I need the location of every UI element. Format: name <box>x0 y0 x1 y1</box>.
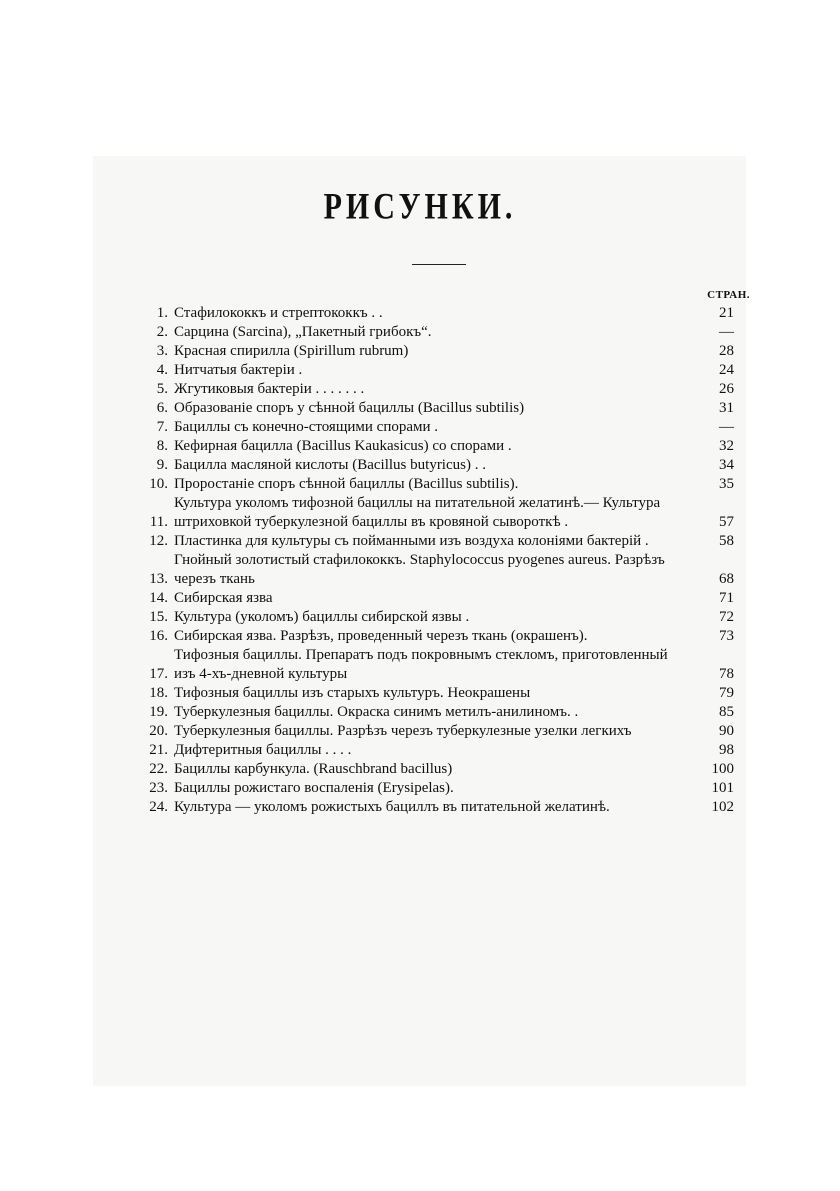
figure-entry <box>130 551 740 589</box>
figure-description: Бациллы карбункула. (Rauschbrand bacillus) <box>174 761 453 777</box>
figure-page-number: — <box>719 324 734 340</box>
figure-description: Сибирская язва <box>174 590 273 606</box>
figure-number: 21. <box>149 742 168 758</box>
figure-number: 18. <box>149 685 168 701</box>
figure-number: 11. <box>149 514 168 530</box>
figure-description: Дифтеритныя бациллы . . . . <box>174 742 352 758</box>
figure-description: Гнойный золотистый стафилококкъ. Staphylococcus pyogenes aureus. Разрѣзъ черезъ ткань <box>174 552 665 587</box>
figure-description: Тифозныя бациллы изъ старыхъ культуръ. Неокрашены <box>174 685 531 701</box>
figure-entry <box>130 627 740 646</box>
figure-number: 19. <box>149 704 168 720</box>
figure-number: 13. <box>149 571 168 587</box>
figure-page-number: 31 <box>719 400 734 416</box>
figure-number: 16. <box>149 628 168 644</box>
figure-description: Культура — уколомъ рожистыхъ бациллъ въ питательной желатинѣ. <box>174 799 610 815</box>
figure-page-number: 34 <box>719 457 734 473</box>
figure-description: Культура уколомъ тифозной бациллы на питательной желатинѣ.— Культура штриховкой туберкулезной бациллы въ кровяной сывороткѣ . <box>174 495 661 530</box>
figure-number: 20. <box>149 723 168 739</box>
figure-entry <box>130 399 740 418</box>
figure-description: Тифозныя бациллы. Препаратъ подъ покровнымъ стекломъ, приготовленный изъ 4-хъ-дневной культуры <box>174 647 668 682</box>
figure-number: 10. <box>149 476 168 492</box>
figure-entry <box>130 646 740 684</box>
figure-description: Бацилла масляной кислоты (Bacillus butyricus) . . <box>174 457 486 473</box>
figure-description: Культура (уколомъ) бациллы сибирской язвы . <box>174 609 470 625</box>
figure-page-number: 85 <box>719 704 734 720</box>
figure-number: 2. <box>156 324 168 340</box>
figure-number: 17. <box>149 666 168 682</box>
figure-entry <box>130 532 740 551</box>
figure-page-number: 26 <box>719 381 734 397</box>
figure-page-number: 57 <box>719 514 734 530</box>
figure-description: Сибирская язва. Разрѣзъ, проведенный черезъ ткань (окрашенъ). <box>174 628 588 644</box>
figure-page-number: 73 <box>719 628 734 644</box>
page-title: РИСУНКИ. <box>323 185 517 227</box>
figure-description: Стафилококкъ и стрептококкъ . . <box>174 305 383 321</box>
figure-number: 7. <box>156 419 168 435</box>
figure-page-number: 71 <box>719 590 734 606</box>
figure-entry <box>130 456 740 475</box>
figure-description: Нитчатыя бактеріи . <box>174 362 303 378</box>
figure-description: Бациллы рожистаго воспаленія (Erysipelas). <box>174 780 454 796</box>
figure-page-number: — <box>719 419 734 435</box>
figure-description: Туберкулезныя бациллы. Разрѣзъ черезъ туберкулезные узелки легкихъ <box>174 723 632 739</box>
figure-entry <box>130 323 740 342</box>
figure-entry <box>130 494 740 532</box>
figure-description: Проростаніе споръ сѣнной бациллы (Bacillus subtilis). <box>174 476 519 492</box>
figure-entry <box>130 722 740 741</box>
figure-page-number: 102 <box>711 799 734 815</box>
figure-entry <box>130 342 740 361</box>
figure-entry <box>130 361 740 380</box>
figure-number: 4. <box>156 362 168 378</box>
figure-description: Пластинка для культуры съ пойманными изъ воздуха колоніями бактерій . <box>174 533 649 549</box>
figure-entry <box>130 741 740 760</box>
figure-description: Красная спирилла (Spirillum rubrum) <box>174 343 409 359</box>
figure-description: Туберкулезныя бациллы. Окраска синимъ метилъ-анилиномъ. . <box>174 704 579 720</box>
figure-entry <box>130 684 740 703</box>
figure-page-number: 58 <box>719 533 734 549</box>
figure-page-number: 79 <box>719 685 734 701</box>
figure-entry <box>130 608 740 627</box>
figure-entry <box>130 798 740 817</box>
figure-page-number: 32 <box>719 438 734 454</box>
figure-page-number: 100 <box>711 761 734 777</box>
figure-entry <box>130 589 740 608</box>
figure-entry <box>130 418 740 437</box>
figure-page-number: 24 <box>719 362 734 378</box>
figure-entry <box>130 760 740 779</box>
figure-page-number: 35 <box>719 476 734 492</box>
figure-entry <box>130 475 740 494</box>
figure-number: 5. <box>156 381 168 397</box>
title-divider <box>412 264 466 265</box>
figure-description: Жгутиковыя бактеріи . . . . . . . <box>174 381 365 397</box>
figure-number: 24. <box>149 799 168 815</box>
figure-page-number: 90 <box>719 723 734 739</box>
figure-number: 14. <box>149 590 168 606</box>
figure-number: 9. <box>156 457 168 473</box>
figure-page-number: 101 <box>711 780 734 796</box>
figure-entry <box>130 437 740 456</box>
figure-entry <box>130 703 740 722</box>
figure-number: 8. <box>156 438 168 454</box>
figure-entry <box>130 380 740 399</box>
figure-list <box>130 304 740 817</box>
figure-number: 12. <box>149 533 168 549</box>
figure-description: Сарцина (Sarcina), „Пакетный грибокъ“. <box>174 324 432 340</box>
figure-entry <box>130 304 740 323</box>
figure-page-number: 98 <box>719 742 734 758</box>
page-column-header: СТРАН. <box>707 289 750 301</box>
figure-number: 1. <box>156 305 168 321</box>
figure-page-number: 21 <box>719 305 734 321</box>
figure-description: Кефирная бацилла (Bacillus Kaukasicus) со спорами . <box>174 438 512 454</box>
figure-entry <box>130 779 740 798</box>
figure-description: Бациллы съ конечно-стоящими спорами . <box>174 419 439 435</box>
figure-number: 22. <box>149 761 168 777</box>
figure-number: 23. <box>149 780 168 796</box>
figure-number: 15. <box>149 609 168 625</box>
figure-page-number: 78 <box>719 666 734 682</box>
figure-description: Образованіе споръ у сѣнной бациллы (Bacillus subtilis) <box>174 400 525 416</box>
figure-page-number: 28 <box>719 343 734 359</box>
figure-number: 3. <box>156 343 168 359</box>
figure-page-number: 68 <box>719 571 734 587</box>
figure-number: 6. <box>156 400 168 416</box>
figure-page-number: 72 <box>719 609 734 625</box>
